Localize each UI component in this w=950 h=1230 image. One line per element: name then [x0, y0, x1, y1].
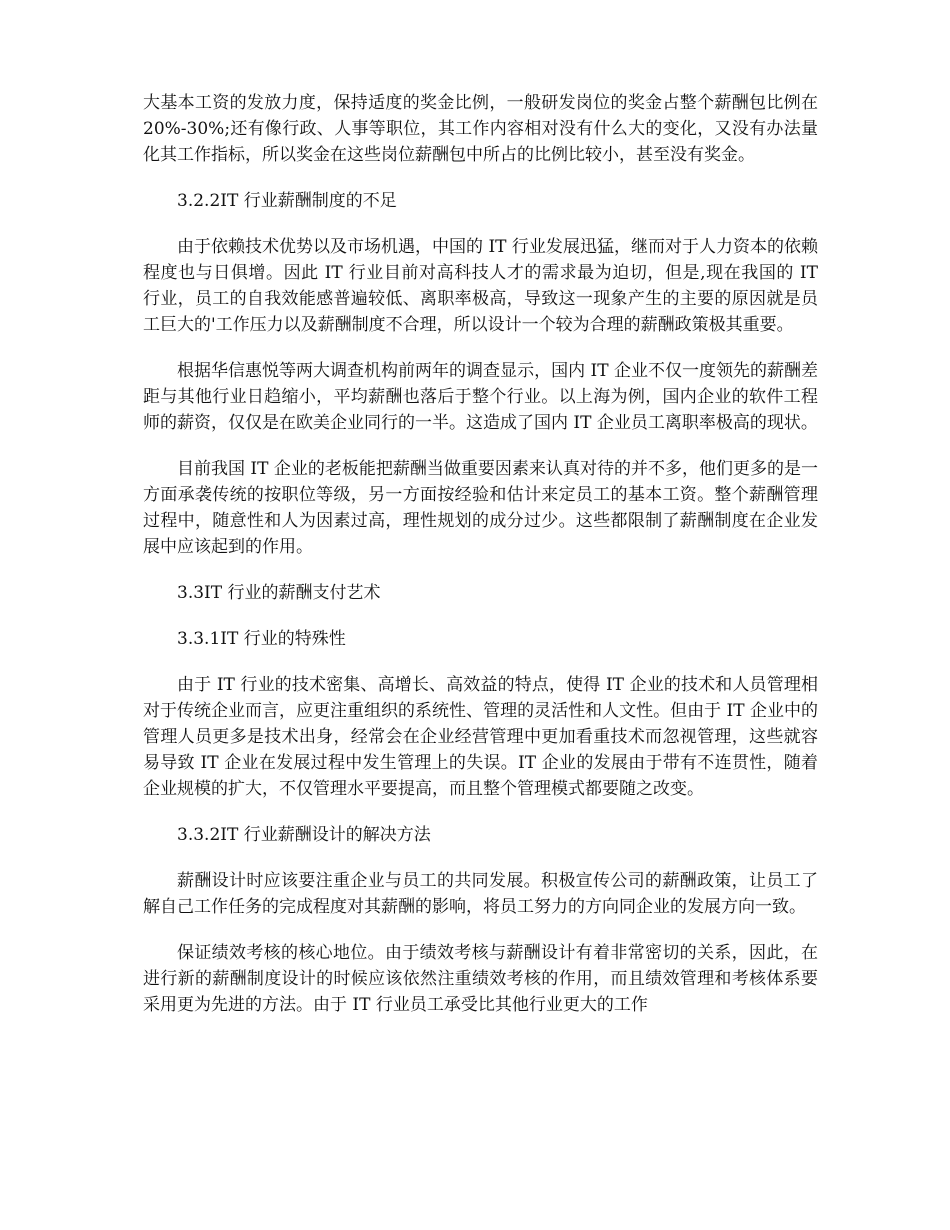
paragraph-industry-dependence: 由于依赖技术优势以及市场机遇，中国的 IT 行业发展迅猛，继而对于人力资本的依赖程度也与日俱增。因此 IT 行业目前对高科技人才的需求最为迫切，但是,现在我国的 IT 行业，员工的自我效能感普遍较低、离职率极高，导致这一现象产生的主要的原因就是员工巨大的'工作压力以及薪酬制度不合理，所以设计一个较为合理的薪酬政策极其重要。 [143, 237, 818, 335]
paragraph-common-development: 薪酬设计时应该要注重企业与员工的共同发展。积极宣传公司的薪酬政策，让员工了解自己工作任务的完成程度对其薪酬的影响，将员工努力的方向同企业的发展方向一致。 [143, 871, 818, 917]
heading-3-3-2: 3.3.2IT 行业薪酬设计的解决方法 [177, 825, 431, 845]
heading-3-2-2: 3.2.2IT 行业薪酬制度的不足 [177, 191, 397, 211]
heading-3-3-1: 3.3.1IT 行业的特殊性 [177, 629, 346, 649]
paragraph-boss-attitude: 目前我国 IT 企业的老板能把薪酬当做重要因素来认真对待的并不多，他们更多的是一方面承袭传统的按职位等级，另一方面按经验和估计来定员工的基本工资。整个薪酬管理过程中，随意性和人为因素过高，理性规划的成分过少。这些都限制了薪酬制度在企业发展中应该起到的作用。 [143, 459, 818, 557]
paragraph-bonus-ratio: 大基本工资的发放力度，保持适度的奖金比例，一般研发岗位的奖金占整个薪酬包比例在 20%-30%;还有像行政、人事等职位，其工作内容相对没有什么大的变化，又没有办法量化其工作指标，所以奖金在这些岗位薪酬包中所占的比例比较小，甚至没有奖金。 [143, 93, 818, 165]
document-page [143, 90, 818, 1038]
heading-3-3: 3.3IT 行业的薪酬支付艺术 [177, 583, 381, 603]
paragraph-industry-特殊性: 由于 IT 行业的技术密集、高增长、高效益的特点，使得 IT 企业的技术和人员管理相对于传统企业而言，应更注重组织的系统性、管理的灵活性和人文性。但由于 IT 企业中的管理人员更多是技术出身，经常会在企业经营管理中更加看重技术而忽视管理，这些就容易导致 IT 企业在发展过程中发生管理上的失误。IT 企业的发展由于带有不连贯性，随着企业规模的扩大，不仅管理水平要提高，而且整个管理模式都要随之改变。 [143, 675, 818, 799]
paragraph-survey-results: 根据华信惠悦等两大调查机构前两年的调查显示，国内 IT 企业不仅一度领先的薪酬差距与其他行业日趋缩小，平均薪酬也落后于整个行业。以上海为例，国内企业的软件工程师的薪资，仅仅是在欧美企业同行的一半。这造成了国内 IT 企业员工离职率极高的现状。 [143, 361, 818, 433]
paragraph-performance-appraisal: 保证绩效考核的核心地位。由于绩效考核与薪酬设计有着非常密切的关系，因此，在进行新的薪酬制度设计的时候应该依然注重绩效考核的作用，而且绩效管理和考核体系要采用更为先进的方法。由于 IT 行业员工承受比其他行业更大的工作 [143, 943, 818, 1015]
